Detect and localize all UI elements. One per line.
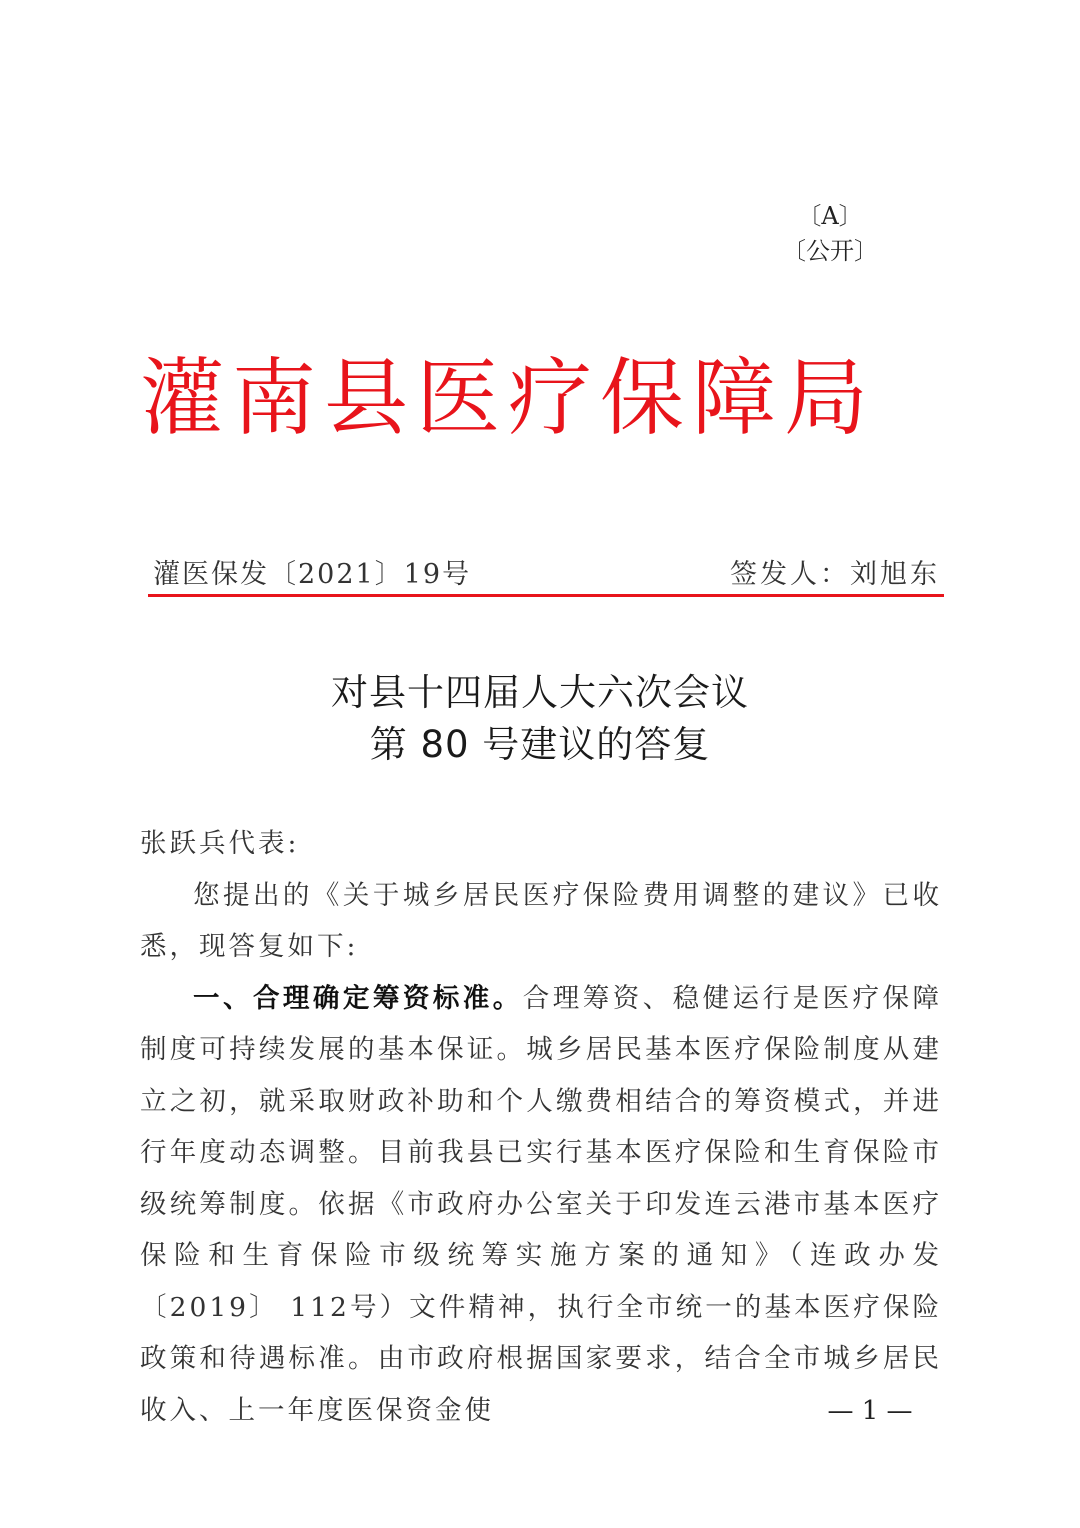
salutation: 张跃兵代表: xyxy=(140,828,300,859)
classification-mark: 〔A〕 xyxy=(797,202,863,230)
signer: 签发人：刘旭东 xyxy=(730,559,940,590)
document-body xyxy=(140,818,942,1436)
section-1-paragraph xyxy=(140,973,942,1437)
red-divider xyxy=(148,594,944,597)
agency-title: 灌南县医疗保障局 xyxy=(140,349,877,447)
section-1-text: 合理筹资、稳健运行是医疗保障制度可持续发展的基本保证。城乡居民基本医疗保险制度从建立之初，就采取财政补助和个人缴费相结合的筹资模式，并进行年度动态调整。目前我县已实行基本医疗保险和生育保险市级统筹制度。依据《市政府办公室关于印发连云港市基本医疗保险和生育保险市级统筹实施方案的通知》（连政办发〔2019〕 112号）文件精神，执行全市统一的基本医疗保险政策和待遇标准。由市政府根据国家要求，结合全市城乡居民收入、上一年度医保资金使 xyxy=(140,982,943,1426)
section-1-heading: 一、合理确定筹资标准。 xyxy=(193,982,523,1014)
page-number: — 1 — xyxy=(827,1396,913,1426)
reply-title-line-2: 第 80 号建议的答复 xyxy=(369,723,711,766)
intro-paragraph: 您提出的《关于城乡居民医疗保险费用调整的建议》已收悉，现答复如下: xyxy=(140,879,942,962)
document-number: 灌医保发〔2021〕19号 xyxy=(153,559,472,590)
reply-title-line-1: 对县十四届人大六次会议 xyxy=(331,671,749,714)
disclosure-mark: 〔公开〕 xyxy=(782,237,878,265)
